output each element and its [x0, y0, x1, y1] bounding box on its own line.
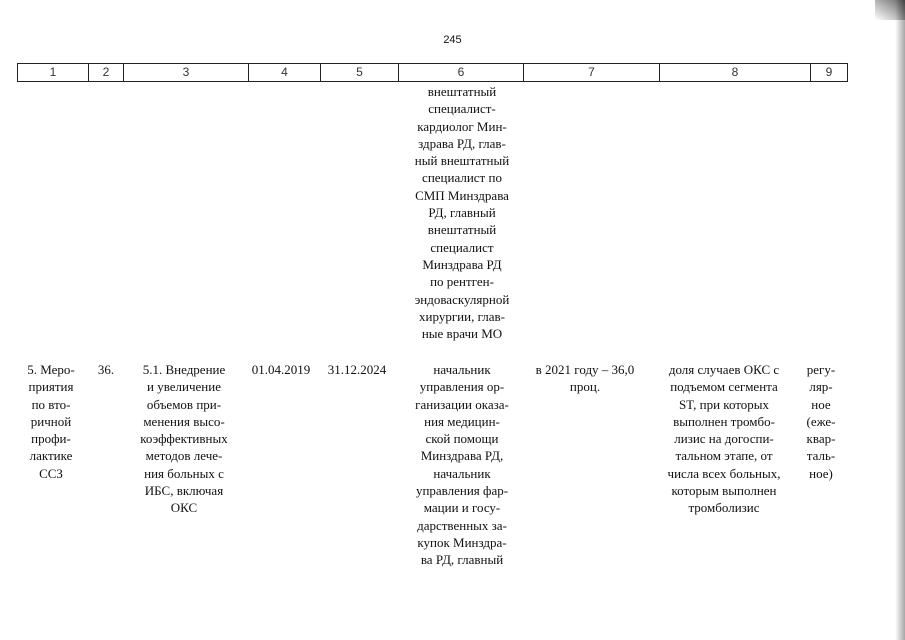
continued-responsible-cell: внештатный специалист- кардиолог Мин- здрава РД, глав- ный внештатный специалист по СМП Минздрава РД, главный внештатный специалист Минздрава РД по рентген- эндоваскулярной хирургии, глав- ные врачи МО [414, 84, 510, 342]
row-start-date-cell: 01.04.2019 [251, 362, 311, 377]
row-target-value-cell: в 2021 году – 36,0 проц. [535, 362, 635, 395]
header-col-3: 3 [124, 64, 249, 81]
row-frequency-cell: регу- ляр- ное (еже- квар- таль- ное) [806, 362, 836, 481]
scan-shadow-edge [895, 0, 905, 640]
row-indicator-cell: доля случаев ОКС с подъемом сегмента ST, при которых выполнен тромбо- лизис на догоспи- тальном этапе, от числа всех больных, которым выполнен тромболизис [667, 362, 781, 516]
scan-shadow-corner [875, 0, 905, 20]
header-col-1: 1 [18, 64, 89, 81]
header-col-6: 6 [399, 64, 524, 81]
table-header-row [17, 63, 848, 82]
row-number-cell: 36. [97, 362, 115, 377]
header-col-2: 2 [89, 64, 124, 81]
header-col-4: 4 [249, 64, 321, 81]
row-measure-cell: 5.1. Внедрение и увеличение объемов при- менения высо- коэффективных методов лече- ния больных с ИБС, включая ОКС [140, 362, 228, 516]
row-end-date-cell: 31.12.2024 [327, 362, 387, 377]
header-col-9: 9 [811, 64, 848, 81]
header-col-7: 7 [524, 64, 660, 81]
page-number: 245 [443, 34, 462, 46]
row-section-cell: 5. Меро- приятия по вто- ричной профи- лактике ССЗ [27, 362, 75, 481]
row-responsible-cell: начальник управления ор- ганизации оказа- ния медицин- ской помощи Минздрава РД, начальник управления фар- мации и госу- дарственных за- купок Минздра- ва РД, главный [415, 362, 509, 568]
header-col-5: 5 [321, 64, 399, 81]
header-col-8: 8 [660, 64, 811, 81]
